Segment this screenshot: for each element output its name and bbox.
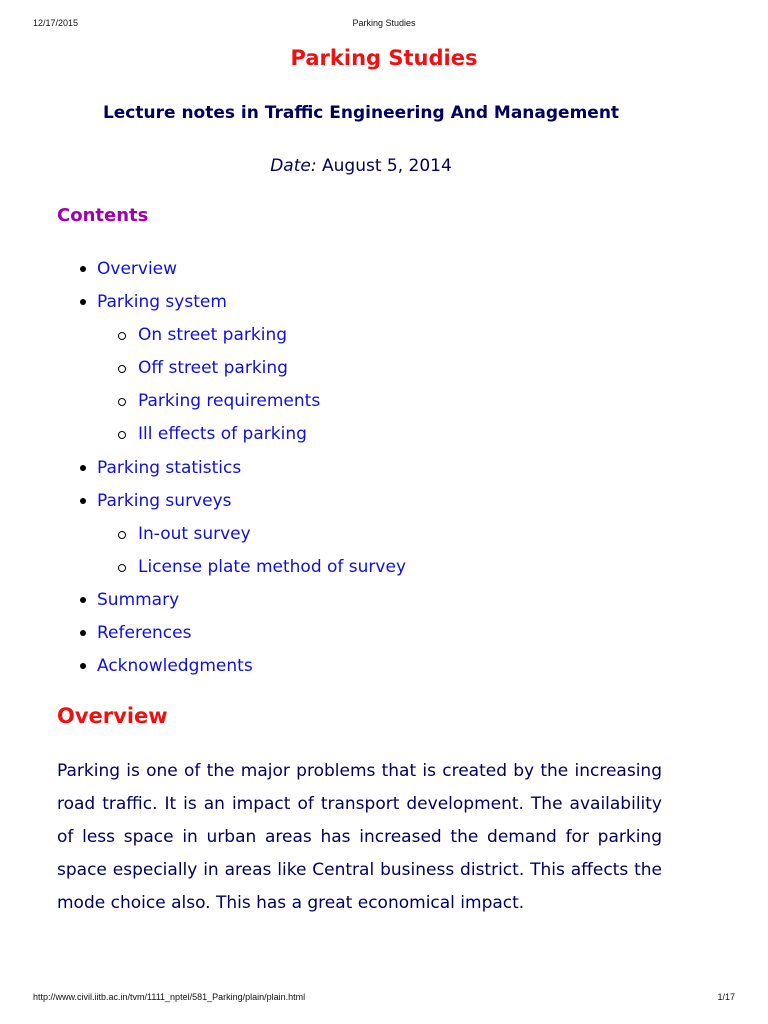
- toc-link-ill-effects[interactable]: Ill effects of parking: [0, 420, 768, 453]
- print-title: Parking Studies: [352, 18, 416, 28]
- date-label: Date:: [270, 156, 317, 176]
- bullet-icon: [80, 266, 86, 272]
- bullet-icon: [80, 663, 86, 669]
- bullet-icon: [80, 465, 86, 471]
- print-url: http://www.civil.iitb.ac.in/tvm/1111_nptel/581_Parking/plain/plain.html: [33, 992, 306, 1002]
- table-of-contents: [0, 255, 768, 685]
- toc-link-parking-requirements[interactable]: Parking requirements: [0, 387, 768, 420]
- circle-bullet-icon: [118, 531, 126, 539]
- circle-bullet-icon: [118, 332, 126, 340]
- toc-link-acknowledgments[interactable]: Acknowledgments: [0, 652, 768, 685]
- print-header: [0, 18, 768, 32]
- toc-link-parking-system[interactable]: Parking system: [0, 288, 768, 321]
- toc-link-parking-statistics[interactable]: Parking statistics: [0, 454, 768, 487]
- overview-paragraph: Parking is one of the major problems that is created by the increasing road traffic. It is an impact of transport development. The availability of less space in urban areas has increased the demand for parking space especially in areas like Central business district. This affects the mode choice also. This has a great economical impact.: [57, 761, 662, 913]
- print-footer: [0, 992, 768, 1006]
- toc-link-overview[interactable]: Overview: [0, 255, 768, 288]
- toc-link-parking-surveys[interactable]: Parking surveys: [0, 487, 768, 520]
- toc-link-in-out-survey[interactable]: In-out survey: [0, 520, 768, 553]
- bullet-icon: [80, 498, 86, 504]
- contents-heading: Contents: [57, 205, 149, 226]
- bullet-icon: [80, 630, 86, 636]
- toc-link-license-plate[interactable]: License plate method of survey: [0, 553, 768, 586]
- bullet-icon: [80, 597, 86, 603]
- circle-bullet-icon: [118, 365, 126, 373]
- circle-bullet-icon: [118, 431, 126, 439]
- toc-link-off-street-parking[interactable]: Off street parking: [0, 354, 768, 387]
- page-number: 1/17: [717, 992, 735, 1002]
- document-subtitle: Lecture notes in Traffic Engineering And Management: [102, 103, 620, 123]
- circle-bullet-icon: [118, 564, 126, 572]
- overview-heading: Overview: [57, 704, 168, 728]
- circle-bullet-icon: [118, 398, 126, 406]
- print-date: 12/17/2015: [33, 18, 79, 28]
- bullet-icon: [80, 299, 86, 305]
- document-title: Parking Studies: [290, 46, 478, 70]
- toc-link-references[interactable]: References: [0, 619, 768, 652]
- toc-link-summary[interactable]: Summary: [0, 586, 768, 619]
- toc-link-on-street-parking[interactable]: On street parking: [0, 321, 768, 354]
- document-date: [0, 156, 722, 176]
- date-value: August 5, 2014: [316, 156, 452, 176]
